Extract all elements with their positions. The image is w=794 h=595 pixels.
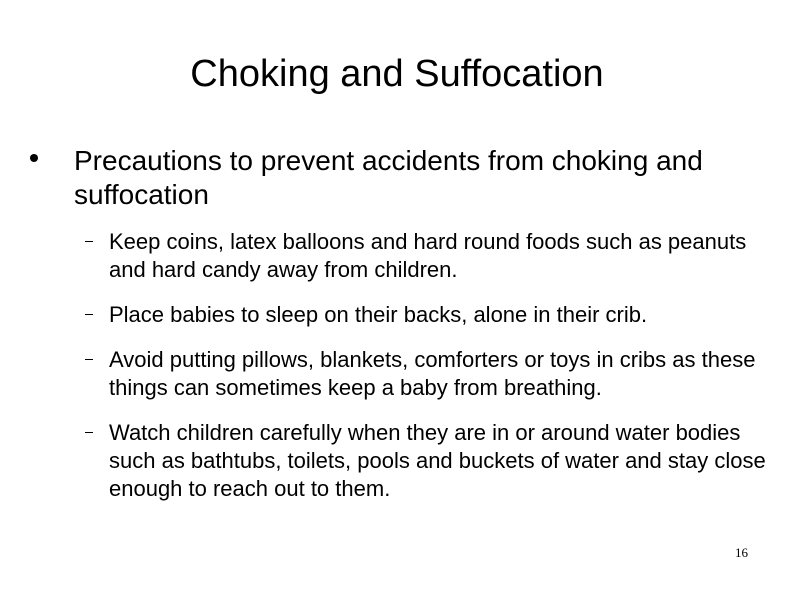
sub-bullet-text: Keep coins, latex balloons and hard round foods such as peanuts and hard candy away from children. xyxy=(109,229,747,282)
dash-bullet-icon xyxy=(85,314,93,315)
slide-title: Choking and Suffocation xyxy=(190,53,604,95)
sub-bullet-item xyxy=(86,301,766,329)
sub-bullet-item xyxy=(86,228,766,284)
sub-bullet-item xyxy=(86,346,766,402)
dash-bullet-icon xyxy=(85,432,93,433)
sub-bullet-text: Watch children carefully when they are in or around water bodies such as bathtubs, toilets, pools and buckets of water and stay close enough to reach out to them. xyxy=(109,420,766,501)
sub-bullet-text: Place babies to sleep on their backs, alone in their crib. xyxy=(109,302,648,327)
main-bullet-text: Precautions to prevent accidents from choking and suffocation xyxy=(74,145,703,210)
dash-bullet-icon xyxy=(85,241,93,242)
sub-bullet-list xyxy=(86,228,766,520)
dash-bullet-icon xyxy=(85,359,93,360)
sub-bullet-text: Avoid putting pillows, blankets, comforters or toys in cribs as these things can sometimes keep a baby from breathing. xyxy=(109,347,756,400)
sub-bullet-item xyxy=(86,419,766,503)
bullet-dot-icon xyxy=(30,154,38,162)
page-number: 16 xyxy=(735,545,748,560)
